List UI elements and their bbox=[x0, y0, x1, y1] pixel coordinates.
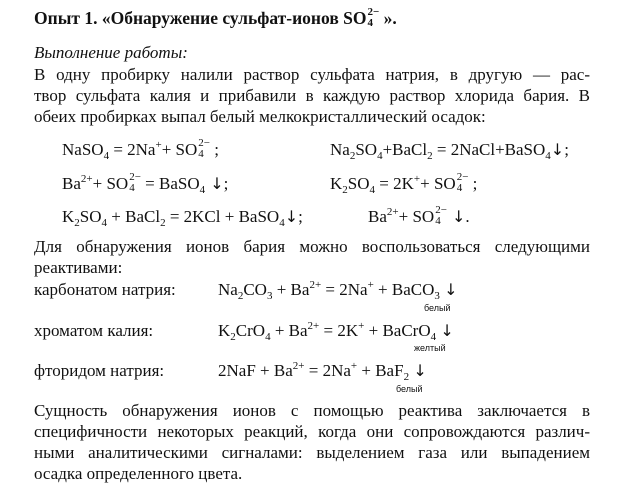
precipitate-arrow-icon: ↓ bbox=[440, 321, 454, 340]
equation-na2so4-bacl2: $Na_2SO_4+BaCl_2$ = 2NaCl+BaSO$_4$↓; bbox=[330, 140, 569, 162]
intro-line-2: твор сульфата калия и прибавили в каждую раствор хлорида бария. В bbox=[34, 86, 590, 105]
precipitate-arrow-icon: ↓ bbox=[550, 140, 565, 159]
reagent-label-fluoride: фторидом натрия: bbox=[34, 361, 165, 380]
equation-nаso4: NaSO$_4$ = 2Na++ SO 2− 4 ; bbox=[62, 137, 219, 162]
reagent-equation-carbonate: $Na_2CO_3 + Ba^{2+} = 2Na^+$ + BaCO$_3$ ↓ bbox=[218, 279, 458, 302]
color-note-yellow: желтый bbox=[414, 343, 446, 353]
intro-line-3: обеих пробирках выпал белый мелкокристаллический осадок: bbox=[34, 107, 486, 126]
conclusion-line-1: Сущность обнаружения ионов с помощью реактива заключается в bbox=[34, 401, 590, 420]
precipitate-arrow-icon: ↓ bbox=[413, 361, 427, 380]
conclusion-line-3: ными аналитическими сигналами: выделением газа или выпадением bbox=[34, 443, 590, 462]
color-note-white-2: белый bbox=[396, 384, 423, 394]
title-ion: SO 2− 4 bbox=[343, 5, 380, 29]
reagent-equation-chromate: $K_2CrO_4 + Ba^{2+} = 2K^+$ + BaCrO$_4$ ↓ bbox=[218, 320, 454, 343]
intro-line-1: В одну пробирку налили раствор сульфата натрия, в другую — рас- bbox=[34, 65, 590, 84]
color-note-white: белый bbox=[424, 303, 451, 313]
title-suffix: ». bbox=[379, 8, 397, 28]
reagent-label-chromate: хроматом калия: bbox=[34, 321, 154, 340]
title-ion-sub: 4 bbox=[367, 16, 373, 29]
precipitate-arrow-icon: ↓ bbox=[444, 280, 458, 299]
equation-ba-so4-short: $Ba^{2+}+$ SO 2− 4 ↓. bbox=[368, 204, 470, 228]
title-ion-sup: 2− bbox=[367, 5, 380, 18]
precipitate-arrow-icon: ↓ bbox=[205, 174, 224, 193]
precipitate-arrow-icon: ↓ bbox=[284, 207, 299, 226]
equation-ba-so4: $Ba^{2+}+$ SO 2− 4 = BaSO$_4$ ↓; bbox=[62, 171, 229, 196]
subtitle: Выполнение работы: bbox=[34, 43, 188, 62]
equation-k2so4-bacl2: $K_2SO_4$ + BaCl$_2$ = 2KCl + BaSO$_4$↓; bbox=[62, 207, 303, 229]
equation-k2so4: $K_2SO_4 = 2K^++$ SO 2− 4 ; bbox=[330, 171, 478, 196]
reagent-equation-fluoride: $2NaF + Ba^{2+} = 2Na^+ + BaF_2$ ↓ bbox=[218, 360, 427, 383]
reagent-label-carbonate: карбонатом натрия: bbox=[34, 280, 176, 299]
barium-intro-line-2: реактивами: bbox=[34, 258, 123, 277]
conclusion-line-2: специфичности некоторых реакций, когда они сопровождаются различ- bbox=[34, 422, 590, 441]
conclusion-line-4: осадка определенного цвета. bbox=[34, 464, 243, 483]
barium-intro-line-1: Для обнаружения ионов бария можно воспользоваться следующими bbox=[34, 237, 590, 256]
precipitate-arrow-icon: ↓ bbox=[446, 207, 466, 226]
title-prefix: Опыт 1. «Обнаружение сульфат-ионов bbox=[34, 8, 344, 28]
page-title bbox=[34, 5, 397, 31]
